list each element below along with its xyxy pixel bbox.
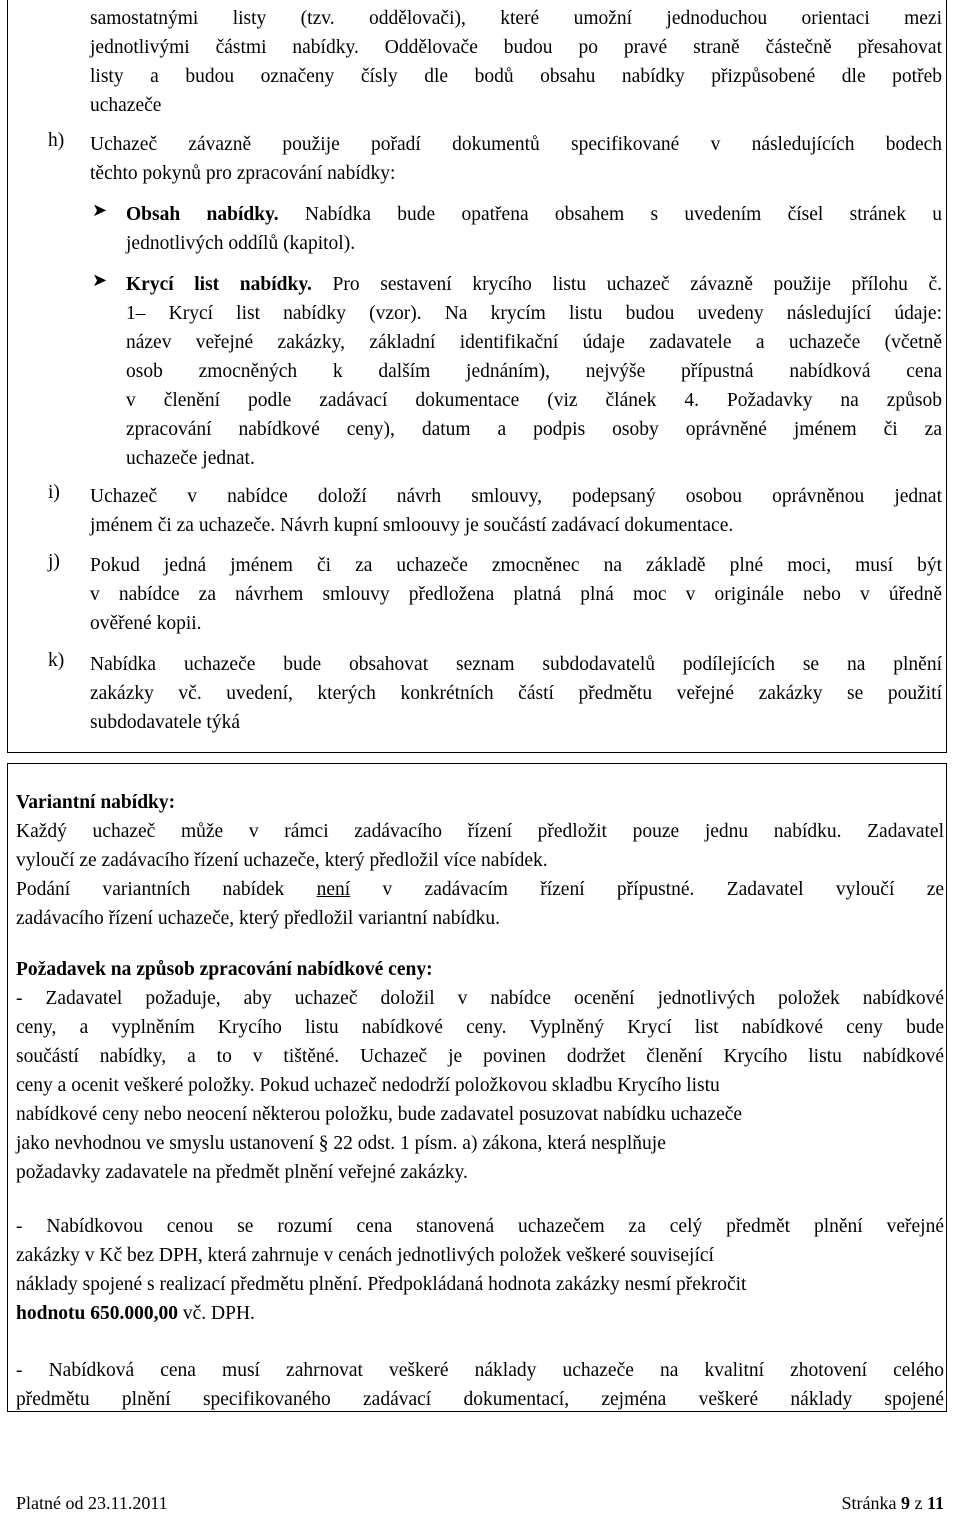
- price-section: [16, 955, 944, 1187]
- bullet-line: jednotlivých oddílů (kapitol).: [126, 233, 356, 254]
- arrow-bullet-icon: ➤: [92, 270, 108, 291]
- section-line: - Nabídkovou cenou se rozumí cena stanovená uchazečem za celý předmět plnění veřejné: [16, 1216, 944, 1237]
- section-line: - Nabídková cena musí zahrnovat veškeré náklady uchazeče na kvalitní zhotovení celého: [16, 1360, 944, 1381]
- underlined-text: není: [316, 879, 351, 900]
- bullet-line: zpracování nabídkové ceny), datum a podpis osoby oprávněné jménem či za: [126, 419, 942, 440]
- section-line: - Zadavatel požaduje, aby uchazeč doložil v nabídce ocenění jednotlivých položek nabídkové: [16, 988, 944, 1009]
- section-line: požadavky zadavatele na předmět plnění veřejné zakázky.: [16, 1162, 468, 1183]
- item-text: zakázky vč. uvedení, kterých konkrétních částí předmětu veřejné zakázky se použití: [90, 683, 942, 704]
- item-text: jménem či za uchazeče. Návrh kupní smloouvy je součástí zadávací dokumentace.: [90, 515, 734, 536]
- text-span: vč. DPH.: [178, 1303, 255, 1324]
- item-text: subdodavatele týká: [90, 712, 240, 733]
- price-value: hodnotu 650.000,00: [16, 1303, 178, 1324]
- footer-page-number: [842, 1493, 945, 1514]
- item-text: Uchazeč v nabídce doloží návrh smlouvy, podepsaný osobou oprávněnou jednat: [90, 486, 942, 507]
- item-text: ověřené kopii.: [90, 613, 202, 634]
- intro-paragraph: [90, 4, 942, 120]
- price-paragraph-2: [16, 1212, 944, 1328]
- text-span: v zadávacím řízení přípustné. Zadavatel vyloučí ze: [350, 879, 945, 900]
- section-heading: Požadavek na způsob zpracování nabídkové ceny:: [16, 959, 433, 980]
- bullet-line: v členění podle zadávací dokumentace (viz článek 4. Požadavky na způsob: [126, 390, 942, 411]
- item-label: j): [48, 551, 60, 572]
- item-label: k): [48, 650, 65, 671]
- price-paragraph-3: [16, 1356, 944, 1414]
- footer-valid-from: Platné od 23.11.2011: [16, 1493, 168, 1513]
- section-line: ceny, a vyplněním Krycího listu nabídkové ceny. Vyplněný Krycí list nabídkové ceny bude: [16, 1017, 944, 1038]
- text-span: z: [909, 1493, 927, 1513]
- variant-section: [16, 788, 944, 933]
- bullet-title: Krycí list nabídky.: [126, 274, 312, 295]
- intro-line: jednotlivými částmi nabídky. Oddělovače budou po pravé straně částečně přesahovat: [90, 37, 942, 58]
- section-line: [16, 1299, 944, 1328]
- intro-line: uchazeče: [90, 95, 162, 116]
- text-span: Podání variantních nabídek: [16, 879, 317, 900]
- bullet-line: název veřejné zakázky, základní identifikační údaje zadavatele a uchazeče (včetně: [126, 332, 942, 353]
- bullet-text: Pro sestavení krycího listu uchazeč závazně použije přílohu č.: [311, 274, 942, 295]
- section-line: náklady spojené s realizací předmětu plnění. Předpokládaná hodnota zakázky nesmí překročit: [16, 1274, 747, 1295]
- bullet-line: [126, 200, 942, 229]
- item-text: Pokud jedná jménem či za uchazeče zmocněnec na základě plné moci, musí být: [90, 555, 942, 576]
- section-line: zadávacího řízení uchazeče, který předložil variantní nabídku.: [16, 908, 501, 929]
- item-label: h): [48, 130, 65, 151]
- section-line: součástí nabídky, a to v tištěné. Uchazeč je povinen dodržet členění Krycího listu nabídkové: [16, 1046, 944, 1067]
- item-text: těchto pokynů pro zpracování nabídky:: [90, 163, 396, 184]
- bullet-line: osob zmocněných k dalším jednáním), nejvýše přípustná nabídková cena: [126, 361, 942, 382]
- item-text: Nabídka uchazeče bude obsahovat seznam subdodavatelů podílejících se na plnění: [90, 654, 942, 675]
- bullet-line: uchazeče jednat.: [126, 448, 255, 469]
- section-heading: Variantní nabídky:: [16, 792, 176, 813]
- intro-line: samostatnými listy (tzv. oddělovači), které umožní jednoduchou orientaci mezi: [90, 8, 942, 29]
- current-page: 9: [900, 1493, 910, 1513]
- item-label: i): [48, 482, 60, 503]
- arrow-bullet-icon: ➤: [92, 200, 108, 221]
- section-line: [16, 875, 944, 904]
- bullet-line: [126, 270, 942, 299]
- section-line: ceny a ocenit veškeré položky. Pokud uchazeč nedodrží položkovou skladbu Krycího listu: [16, 1075, 720, 1096]
- section-line: zakázky v Kč bez DPH, která zahrnuje v cenách jednotlivých položek veškeré související: [16, 1245, 714, 1266]
- item-text: v nabídce za návrhem smlouvy předložena platná plná moc v originále nebo v úředně: [90, 584, 942, 605]
- bullet-text: Nabídka bude opatřena obsahem s uvedením čísel stránek u: [278, 204, 943, 225]
- total-pages: 11: [926, 1493, 944, 1513]
- bullet-title: Obsah nabídky.: [126, 204, 279, 225]
- section-line: předmětu plnění specifikovaného zadávací dokumentací, zejména veškeré náklady spojené: [16, 1389, 944, 1410]
- section-line: nabídkové ceny nebo neocení některou položku, bude zadavatel posuzovat nabídku uchazeče: [16, 1104, 743, 1125]
- bullet-line: 1– Krycí list nabídky (vzor). Na krycím listu budou uvedeny následující údaje:: [126, 303, 942, 324]
- section-line: vyloučí ze zadávacího řízení uchazeče, který předložil více nabídek.: [16, 850, 548, 871]
- text-span: Stránka: [841, 1493, 901, 1513]
- item-text: Uchazeč závazně použije pořadí dokumentů specifikované v následujících bodech: [90, 134, 942, 155]
- intro-line: listy a budou označeny čísly dle bodů obsahu nabídky přizpůsobené dle potřeb: [90, 66, 942, 87]
- section-line: jako nevhodnou ve smyslu ustanovení § 22 odst. 1 písm. a) zákona, která nesplňuje: [16, 1133, 666, 1154]
- section-line: Každý uchazeč může v rámci zadávacího řízení předložit pouze jednu nabídku. Zadavatel: [16, 821, 944, 842]
